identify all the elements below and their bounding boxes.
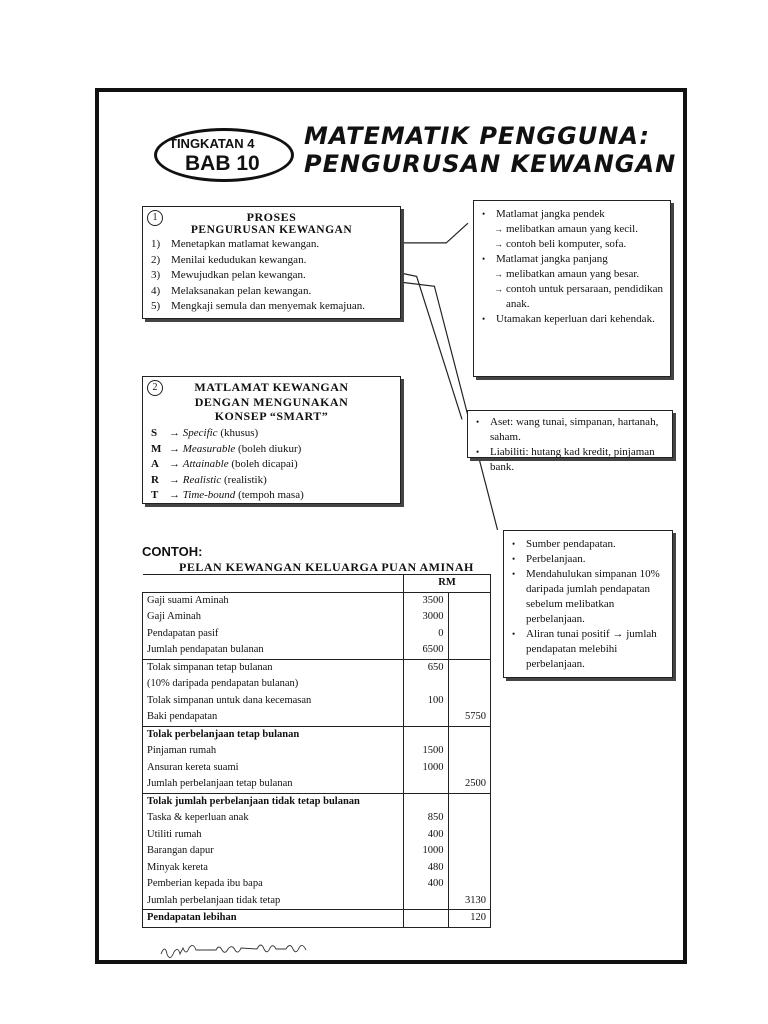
table-row: Minyak kereta 480 [143, 860, 491, 877]
list-item: T → Time-bound (tempoh masa) [151, 489, 304, 502]
list-item: 5) Mengkaji semula dan menyemak kemajuan. [151, 300, 365, 312]
table-row: Ansuran kereta suami 1000 [143, 760, 491, 777]
box-heading-3: KONSEP “SMART” [214, 409, 329, 423]
box-number: 2 [147, 380, 163, 396]
list-item: 4) Melaksanakan pelan kewangan. [151, 284, 312, 297]
box-subheading: PENGURUSAN KEWANGAN [190, 224, 353, 236]
list-subitem: → melibatkan amaun yang kecil. [476, 222, 666, 237]
box-heading-2: DENGAN MENGUNAKAN [194, 395, 349, 409]
financial-plan-table [142, 574, 491, 928]
document-page [95, 88, 687, 964]
box-heading: MATLAMAT KEWANGAN [194, 380, 349, 394]
table-row: Jumlah pendapatan bulanan 6500 [143, 642, 491, 659]
table-row: Jumlah perbelanjaan tetap bulanan 2500 [143, 776, 491, 793]
table-row: Jumlah perbelanjaan tidak tetap 3130 [143, 893, 491, 910]
list-item: • Matlamat jangka panjang [476, 252, 666, 267]
list-item: • Mendahulukan simpanan 10% daripada jumlah pendapatan sebelum melibatkan perbelanjaan. [506, 567, 670, 627]
list-item: 2) Menilai kedudukan kewangan. [151, 253, 307, 266]
currency-header: RM [404, 575, 491, 593]
table-row: Baki pendapatan 5750 [143, 709, 491, 726]
table-row: Pemberian kepada ibu bapa 400 [143, 876, 491, 893]
list-item: R → Realistic (realistik) [151, 473, 267, 486]
handwritten-signature [159, 940, 329, 960]
table-row: Taska & keperluan anak 850 [143, 810, 491, 827]
form-level: TINGKATAN 4 [169, 136, 255, 151]
list-item: • Perbelanjaan. [506, 552, 670, 567]
list-item: M → Measurable (boleh diukur) [151, 442, 302, 455]
list-item: S → Specific (khusus) [151, 427, 259, 439]
list-item: • Matlamat jangka pendek [476, 207, 666, 222]
list-subitem: → contoh untuk persaraan, pendidikan anak. [476, 282, 666, 312]
table-row: Tolak perbelanjaan tetap bulanan [143, 726, 491, 743]
process-steps [151, 237, 365, 315]
chapter-number: BAB 10 [185, 152, 260, 175]
plan-note-box [503, 530, 673, 678]
list-item: A → Attainable (boleh dicapai) [151, 458, 298, 471]
smart-list [151, 426, 304, 504]
table-row: (10% daripada pendapatan bulanan) [143, 676, 491, 693]
table-row: Tolak simpanan tetap bulanan 650 [143, 659, 491, 676]
page-title-line1: MATEMATIK PENGGUNA: [304, 122, 650, 150]
table-row: Barangan dapur 1000 [143, 843, 491, 860]
assets-note-box [467, 410, 673, 473]
table-row: Pendapatan pasif 0 [143, 626, 491, 643]
list-item: • Aset: wang tunai, simpanan, hartanah, saham. [470, 415, 670, 445]
example-label: CONTOH: [142, 544, 203, 559]
list-item: • Liabiliti: hutang kad kredit, pinjaman bank. [470, 445, 670, 475]
table-row: Pendapatan lebihan 120 [143, 910, 491, 928]
list-subitem: → contoh beli komputer, sofa. [476, 237, 666, 252]
list-item: 3) Mewujudkan pelan kewangan. [151, 269, 306, 281]
table-title: PELAN KEWANGAN KELUARGA PUAN AMINAH [179, 560, 474, 574]
box-heading: PROSES [246, 210, 297, 224]
table-row: Gaji suami Aminah 3500 [143, 592, 491, 609]
table-row: Pinjaman rumah 1500 [143, 743, 491, 760]
page-title-line2: PENGURUSAN KEWANGAN [304, 150, 677, 178]
list-item: • Sumber pendapatan. [506, 537, 670, 552]
table-header-row [143, 575, 491, 593]
list-subitem: → melibatkan amaun yang besar. [476, 267, 666, 282]
process-box [142, 206, 401, 319]
table-row: Tolak simpanan untuk dana kecemasan 100 [143, 693, 491, 710]
table-row: Gaji Aminah 3000 [143, 609, 491, 626]
list-item: • Aliran tunai positif → jumlah pendapatan melebihi perbelanjaan. [506, 627, 670, 672]
smart-box [142, 376, 401, 504]
list-item: 1) Menetapkan matlamat kewangan. [151, 238, 320, 250]
goals-note-box [473, 200, 671, 377]
box-number: 1 [147, 210, 163, 226]
table-row: Utiliti rumah 400 [143, 827, 491, 844]
list-item: • Utamakan keperluan dari kehendak. [476, 312, 666, 327]
table-row: Tolak jumlah perbelanjaan tidak tetap bulanan [143, 793, 491, 810]
